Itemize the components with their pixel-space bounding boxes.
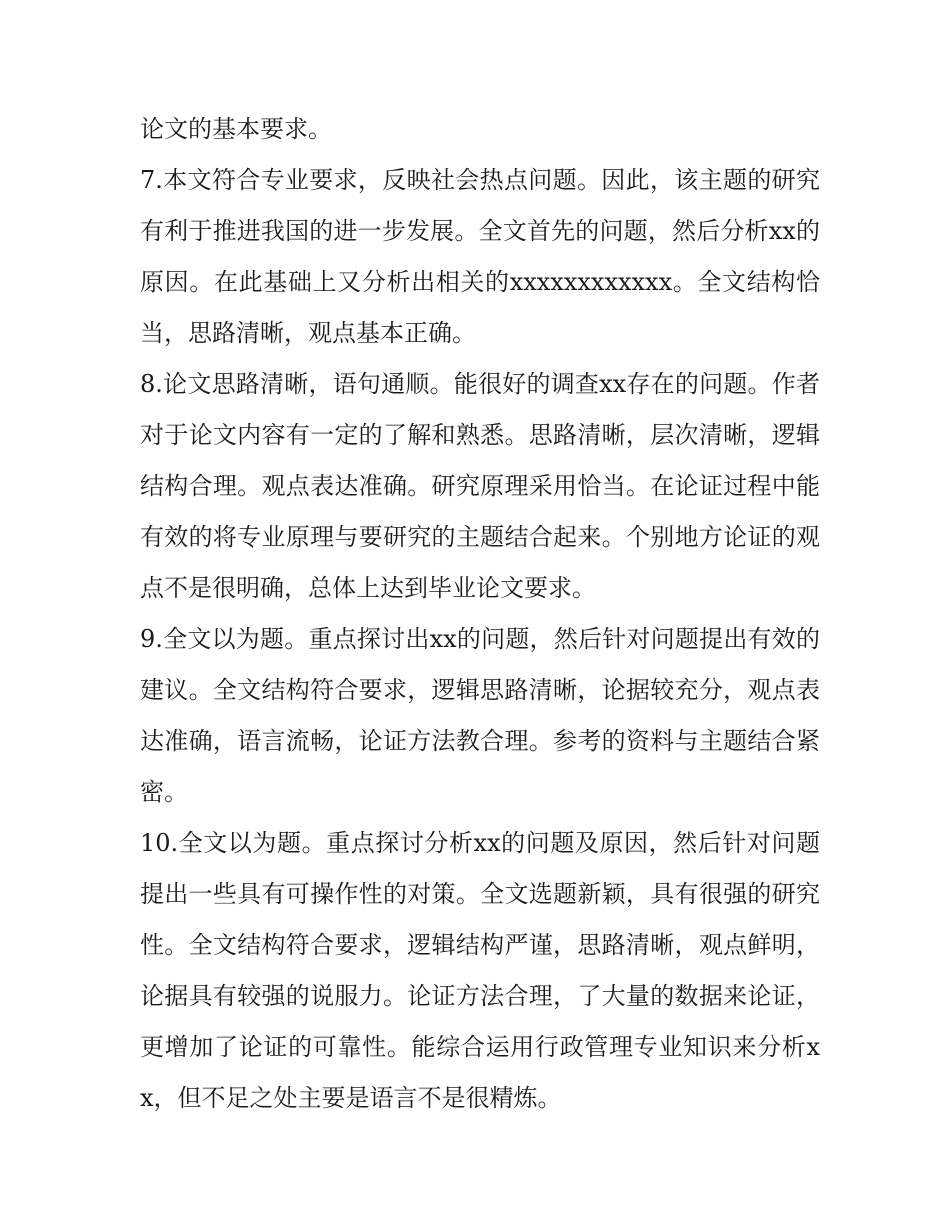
paragraph-item-8: 8.论文思路清晰，语句通顺。能很好的调查xx存在的问题。作者对于论文内容有一定的了解和熟悉。思路清晰，层次清晰，逻辑结构合理。观点表达准确。研究原理采用恰当。在论证过程中能有效的将专业原理与要研究的主题结合起来。个别地方论证的观点不是很明确，总体上达到毕业论文要求。	[140, 370, 820, 602]
paragraph-item-7: 7.本文符合专业要求，反映社会热点问题。因此，该主题的研究有利于推进我国的进一步发展。全文首先的问题，然后分析xx的原因。在此基础上又分析出相关的xxxxxxxxxxxx。全文结构恰当，思路清晰，观点基本正确。	[140, 166, 820, 347]
document-body	[140, 104, 820, 1124]
paragraph-item-9: 9.全文以为题。重点探讨出xx的问题，然后针对问题提出有效的建议。全文结构符合要求，逻辑思路清晰，论据较充分，观点表达准确，语言流畅，论证方法教合理。参考的资料与主题结合紧密。	[140, 625, 820, 806]
paragraph-intro-end: 论文的基本要求。	[140, 115, 332, 143]
paragraph-item-10: 10.全文以为题。重点探讨分析xx的问题及原因，然后针对问题提出一些具有可操作性的对策。全文选题新颖，具有很强的研究性。全文结构符合要求，逻辑结构严谨，思路清晰，观点鲜明，论据具有较强的说服力。论证方法合理，了大量的数据来论证，更增加了论证的可靠性。能综合运用行政管理专业知识来分析xx，但不足之处主要是语言不是很精炼。	[140, 829, 820, 1112]
